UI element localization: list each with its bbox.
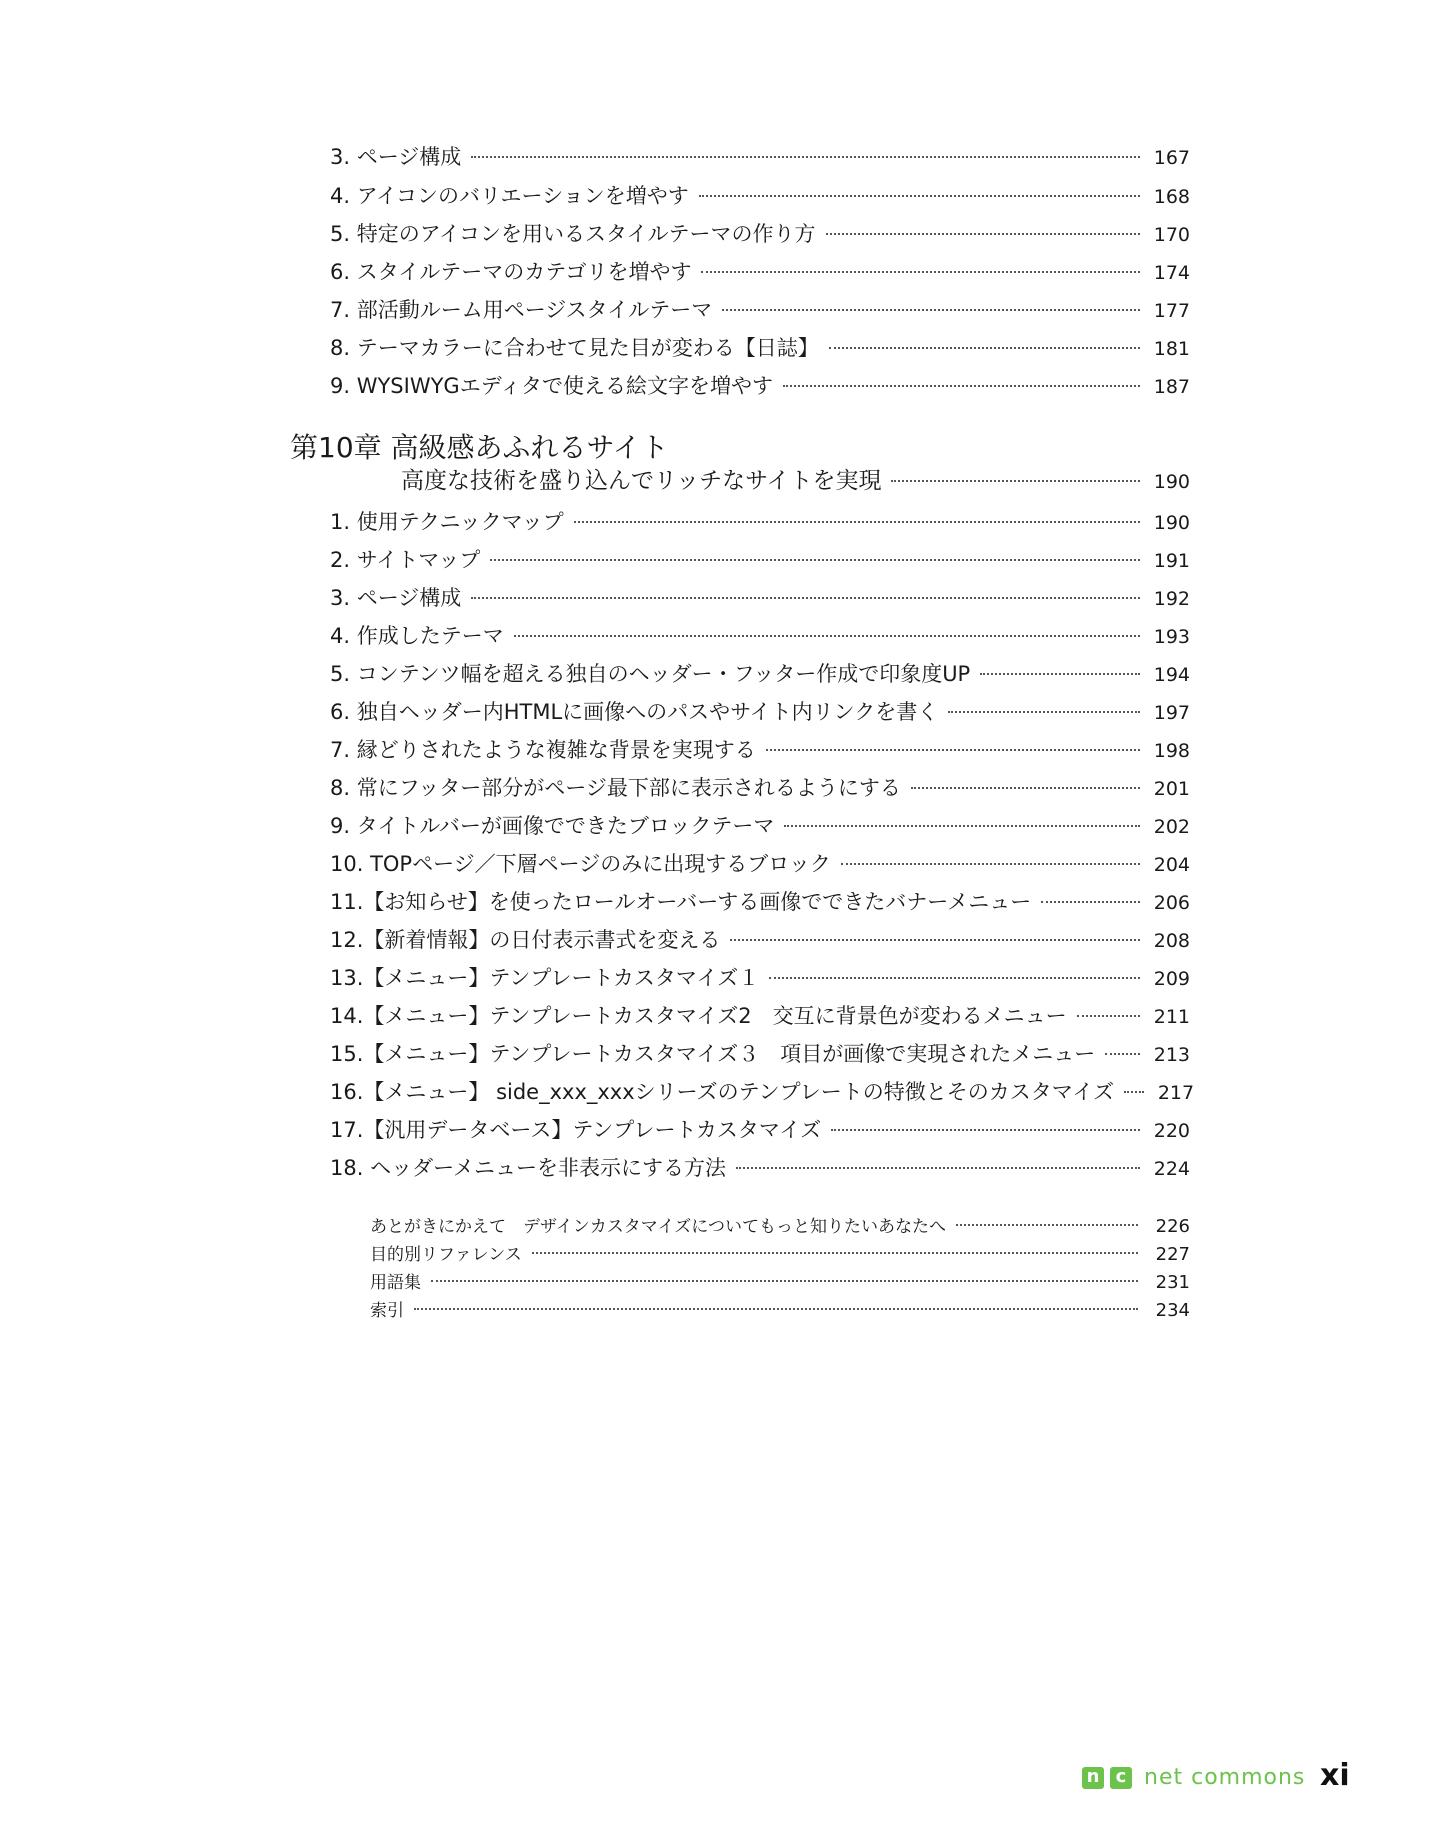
toc-entry-title: 6. スタイルテーマのカテゴリを増やす: [330, 260, 692, 284]
toc-entry: [330, 734, 1190, 764]
netcommons-logo: [1082, 1765, 1305, 1790]
toc-entry: [370, 1268, 1190, 1293]
toc-entry-page: 209: [1153, 968, 1190, 990]
dot-leader: [722, 309, 1140, 311]
toc-entry: [330, 1076, 1195, 1106]
toc-entry: [330, 658, 1190, 688]
toc-entry-title: 17.【汎用データベース】テンプレートカスタマイズ: [330, 1118, 822, 1142]
toc-entry-title: 10. TOPページ／下層ページのみに出現するブロック: [330, 852, 831, 876]
toc-entry: [330, 1152, 1190, 1182]
toc-entry: [330, 962, 1190, 992]
dot-leader: [784, 825, 1140, 827]
dot-leader: [471, 597, 1140, 599]
toc-entry-page: 181: [1153, 338, 1190, 360]
toc-entry-page: 198: [1153, 740, 1190, 762]
toc-entry: [330, 1038, 1190, 1068]
dot-leader: [701, 271, 1140, 273]
toc-entry-page: 201: [1153, 778, 1190, 800]
toc-entry-page: 174: [1153, 262, 1190, 284]
toc-entry: [330, 1114, 1190, 1144]
toc-entry-title: 7. 部活動ルーム用ページスタイルテーマ: [330, 298, 713, 322]
logo-letter-n: n: [1082, 1767, 1104, 1789]
toc-entry-page: 211: [1153, 1006, 1190, 1028]
toc-entry-title: 13.【メニュー】テンプレートカスタマイズ１: [330, 966, 760, 990]
toc-entry-title: 16.【メニュー】 side_xxx_xxxシリーズのテンプレートの特徴とそのカスタマイズ: [330, 1080, 1115, 1104]
toc-entry: [330, 696, 1190, 726]
dot-leader: [431, 1280, 1138, 1282]
dot-leader: [471, 156, 1140, 158]
toc-entry-page: 208: [1153, 930, 1190, 952]
toc-entry-title: 9. タイトルバーが画像でできたブロックテーマ: [330, 814, 775, 838]
toc-entry: [330, 180, 1190, 210]
toc-entry-title: 5. コンテンツ幅を超える独自のヘッダー・フッター作成で印象度UP: [330, 662, 971, 686]
dot-leader: [783, 385, 1140, 387]
toc-entry-page: 192: [1153, 588, 1190, 610]
toc-entry-title: 4. アイコンのバリエーションを増やす: [330, 184, 689, 208]
dot-leader: [736, 1167, 1140, 1169]
toc-entry-page: 224: [1153, 1158, 1190, 1180]
toc-entry-page: 168: [1153, 186, 1190, 208]
toc-entry-page: 231: [1155, 1272, 1190, 1293]
toc-entry: [330, 332, 1190, 362]
toc-entry-page: 167: [1153, 147, 1190, 169]
toc-entry-page: 213: [1153, 1044, 1190, 1066]
dot-leader: [514, 635, 1140, 637]
toc-entry-title: 用語集: [370, 1273, 421, 1293]
toc-entry-title: 14.【メニュー】テンプレートカスタマイズ2 交互に背景色が変わるメニュー: [330, 1004, 1067, 1028]
toc-entry-page: 220: [1153, 1120, 1190, 1142]
toc-entry-title: 9. WYSIWYGエディタで使える絵文字を増やす: [330, 374, 774, 398]
toc-entry: [330, 294, 1190, 324]
toc-entry-title: 4. 作成したテーマ: [330, 624, 504, 648]
toc-entry-page: 226: [1155, 1216, 1190, 1237]
dot-leader: [829, 347, 1140, 349]
toc-entry: [330, 582, 1190, 612]
dot-leader: [532, 1252, 1138, 1254]
dot-leader: [1041, 901, 1140, 903]
toc-entry-page: 190: [1153, 512, 1190, 534]
toc-entry-page: 187: [1153, 376, 1190, 398]
toc-entry-title: 7. 縁どりされたような複雑な背景を実現する: [330, 738, 756, 762]
toc-entry-title: 3. ページ構成: [330, 586, 462, 610]
dot-leader: [1124, 1091, 1144, 1093]
dot-leader: [1077, 1015, 1140, 1017]
toc-entry: [330, 810, 1190, 840]
toc-entry-title: 12.【新着情報】の日付表示書式を変える: [330, 928, 721, 952]
toc-entry-title: 8. テーマカラーに合わせて見た目が変わる【日誌】: [330, 336, 819, 360]
dot-leader: [699, 195, 1140, 197]
toc-entry-page: 234: [1155, 1300, 1190, 1321]
toc-entry-page: 197: [1153, 702, 1190, 724]
toc-entry-page: 202: [1153, 816, 1190, 838]
toc-entry-page: 204: [1153, 854, 1190, 876]
toc-entry-title: 8. 常にフッター部分がページ最下部に表示されるようにする: [330, 776, 901, 800]
toc-entry-title: 18. ヘッダーメニューを非表示にする方法: [330, 1156, 727, 1180]
toc-entry-page: 217: [1157, 1082, 1195, 1104]
dot-leader: [1105, 1053, 1140, 1055]
toc-entry: [330, 506, 1190, 536]
toc-entry-page: 193: [1153, 626, 1190, 648]
toc-entry: [330, 218, 1190, 248]
chapter-subtitle: 高度な技術を盛り込んでリッチなサイトを実現: [401, 468, 882, 494]
dot-leader: [826, 233, 1140, 235]
toc-entry-title: 5. 特定のアイコンを用いるスタイルテーマの作り方: [330, 222, 816, 246]
toc-entry-title: 11.【お知らせ】を使ったロールオーバーする画像でできたバナーメニュー: [330, 890, 1032, 914]
toc-entry-title: 目的別リファレンス: [370, 1245, 522, 1265]
dot-leader: [980, 673, 1140, 675]
chapter-page: 190: [1153, 471, 1190, 493]
toc-entry: [330, 886, 1190, 916]
dot-leader: [948, 711, 1140, 713]
toc-entry-page: 170: [1153, 224, 1190, 246]
dot-leader: [956, 1224, 1138, 1226]
dot-leader: [769, 977, 1140, 979]
toc-entry-page: 206: [1153, 892, 1190, 914]
toc-entry-title: 1. 使用テクニックマップ: [330, 510, 564, 534]
toc-entry: [330, 620, 1190, 650]
dot-leader: [490, 559, 1140, 561]
toc-entry: [370, 1212, 1190, 1237]
dot-leader: [891, 480, 1140, 482]
toc-entry: [330, 848, 1190, 878]
chapter-title: 第10章 高級感あふれるサイト: [290, 431, 669, 464]
toc-entry: [330, 772, 1190, 802]
chapter-subtitle-entry: [401, 462, 1190, 495]
page-number: xi: [1320, 1758, 1350, 1793]
dot-leader: [841, 863, 1140, 865]
toc-entry-title: 15.【メニュー】テンプレートカスタマイズ３ 項目が画像で実現されたメニュー: [330, 1042, 1096, 1066]
toc-entry-title: 2. サイトマップ: [330, 548, 481, 572]
toc-entry-title: あとがきにかえて デザインカスタマイズについてもっと知りたいあなたへ: [370, 1217, 946, 1237]
dot-leader: [911, 787, 1140, 789]
toc-entry-page: 191: [1153, 550, 1190, 572]
toc-entry: [370, 1296, 1190, 1321]
toc-entry: [330, 544, 1190, 574]
dot-leader: [831, 1129, 1140, 1131]
toc-entry: [330, 924, 1190, 954]
toc-entry-page: 227: [1155, 1244, 1190, 1265]
toc-entry-title: 6. 独自ヘッダー内HTMLに画像へのパスやサイト内リンクを書く: [330, 700, 939, 724]
toc-entry-page: 194: [1153, 664, 1190, 686]
toc-entry: [330, 256, 1190, 286]
toc-entry: [370, 1240, 1190, 1265]
dot-leader: [730, 939, 1140, 941]
toc-entry-title: 索引: [370, 1301, 404, 1321]
toc-entry-title: 3. ページ構成: [330, 145, 462, 169]
toc-entry-page: 177: [1153, 300, 1190, 322]
logo-text: net commons: [1144, 1765, 1306, 1790]
toc-entry: [330, 141, 1190, 171]
toc-entry: [330, 370, 1190, 400]
dot-leader: [766, 749, 1140, 751]
logo-letter-c: c: [1110, 1767, 1132, 1789]
dot-leader: [574, 521, 1140, 523]
dot-leader: [414, 1308, 1138, 1310]
toc-entry: [330, 1000, 1190, 1030]
